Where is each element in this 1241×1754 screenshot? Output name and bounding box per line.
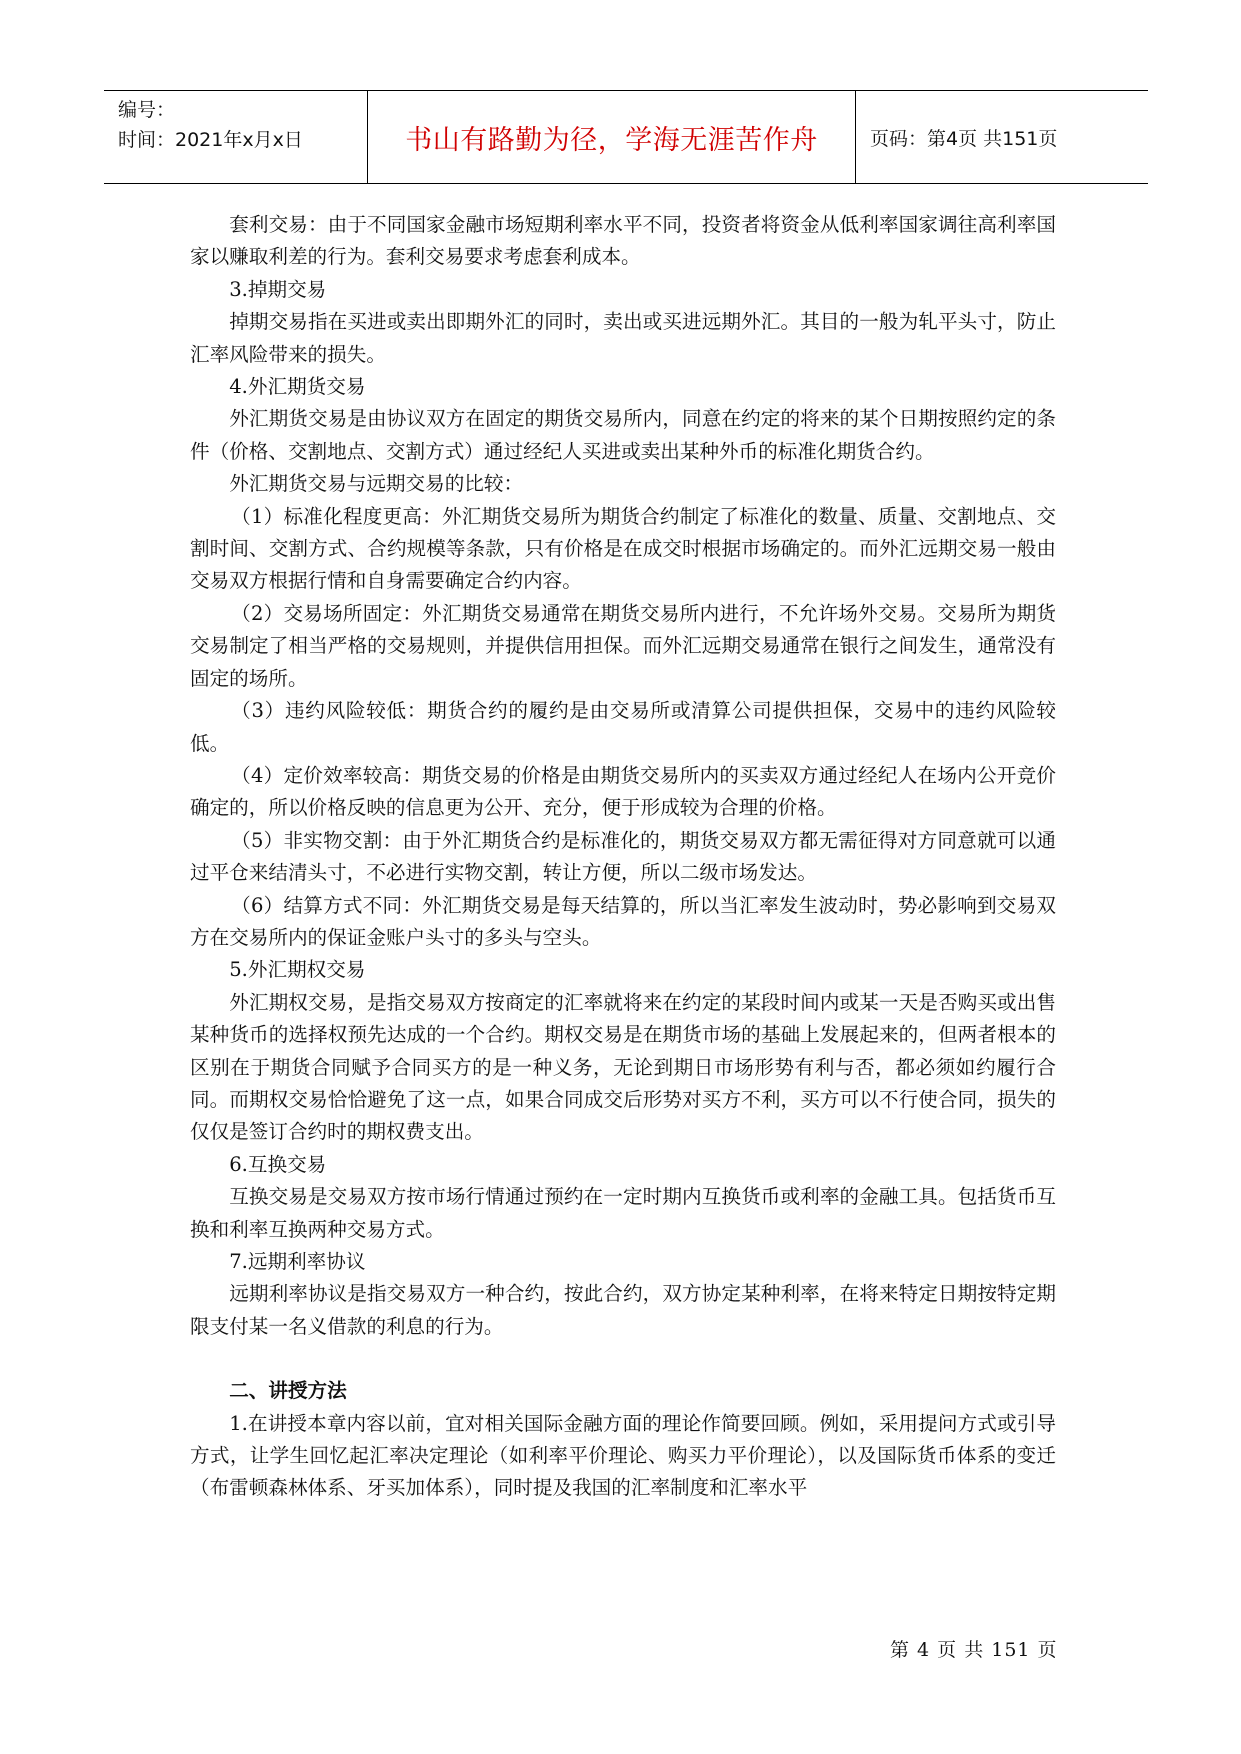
- document-number-label: 编号：: [118, 99, 176, 121]
- paragraph-fra: 远期利率协议是指交易双方一种合约，按此合约，双方协定某种利率，在将来特定日期按特定期限支付某一名义借款的利息的行为。: [190, 1282, 1056, 1338]
- comparison-item-5: （5）非实物交割：由于外汇期货合约是标准化的，期货交易双方都无需征得对方同意就可以通过平仓来结清头寸，不必进行实物交割，转让方便，所以二级市场发达。: [190, 828, 1056, 885]
- header-left-cell: [104, 91, 368, 183]
- header-page-code: 页码：第4页 共151页: [870, 127, 1058, 150]
- paragraph-comparison-intro: 外汇期货交易与远期交易的比较：: [229, 472, 524, 496]
- paragraph-teaching-method-1: 1.在讲授本章内容以前，宜对相关国际金融方面的理论作简要回顾。例如，采用提问方式或引导方式，让学生回忆起汇率决定理论（如利率平价理论、购买力平价理论），以及国际货币体系的变迁（布雷顿森林体系、牙买加体系），同时提及我国的汇率制度和汇率水平: [190, 1411, 1056, 1500]
- heading-fx-futures: 4.外汇期货交易: [229, 375, 366, 399]
- header-motto-cell: [368, 91, 856, 183]
- page-footer: 第 4 页 共 151 页: [890, 1639, 1058, 1661]
- comparison-item-6: （6）结算方式不同：外汇期货交易是每天结算的，所以当汇率发生波动时，势必影响到交易双方在交易所内的保证金账户头寸的多头与空头。: [190, 893, 1056, 949]
- header-motto: 书山有路勤为径，学海无涯苦作舟: [405, 124, 818, 156]
- heading-fx-options: 5.外汇期权交易: [229, 958, 366, 982]
- header-page-cell: [856, 91, 1148, 183]
- document-time-label: 时间：2021年x月x日: [118, 129, 303, 151]
- paragraph-fx-futures: 外汇期货交易是由协议双方在固定的期货交易所内，同意在约定的将来的某个日期按照约定的条件（价格、交割地点、交割方式）通过经纪人买进或卖出某种外币的标准化期货合约。: [190, 407, 1056, 463]
- heading-swaps: 6.互换交易: [229, 1152, 327, 1176]
- paragraph-arbitrage: 套利交易：由于不同国家金融市场短期利率水平不同，投资者将资金从低利率国家调往高利率国家以赚取利差的行为。套利交易要求考虑套利成本。: [190, 213, 1056, 269]
- page-header: [104, 90, 1148, 184]
- heading-swap-trading: 3.掉期交易: [229, 277, 327, 301]
- heading-fra: 7.远期利率协议: [229, 1250, 366, 1273]
- document-body: [190, 209, 1056, 1505]
- comparison-item-3: （3）违约风险较低：期货合约的履约是由交易所或清算公司提供担保，交易中的违约风险较低。: [190, 699, 1056, 755]
- paragraph-fx-options: 外汇期权交易，是指交易双方按商定的汇率就将来在约定的某段时间内或某一天是否购买或出售某种货币的选择权预先达成的一个合约。期权交易是在期货市场的基础上发展起来的，但两者根本的区别在于期货合同赋予合同买方的是一种义务，无论到期日市场形势有利与否，都必须如约履行合同。而期权交易恰恰避免了这一点，如果合同成交后形势对买方不利，买方可以不行使合同，损失的仅仅是签订合约时的期权费支出。: [190, 990, 1056, 1144]
- comparison-item-2: （2）交易场所固定：外汇期货交易通常在期货交易所内进行，不允许场外交易。交易所为期货交易制定了相当严格的交易规则，并提供信用担保。而外汇远期交易通常在银行之间发生，通常没有固定的场所。: [190, 601, 1056, 690]
- comparison-item-1: （1）标准化程度更高：外汇期货交易所为期货合约制定了标准化的数量、质量、交割地点、交割时间、交割方式、合约规模等条款，只有价格是在成交时根据市场确定的。而外汇远期交易一般由交易双方根据行情和自身需要确定合约内容。: [190, 504, 1056, 593]
- paragraph-swaps: 互换交易是交易双方按市场行情通过预约在一定时期内互换货币或利率的金融工具。包括货币互换和利率互换两种交易方式。: [190, 1185, 1056, 1241]
- paragraph-swap-trading: 掉期交易指在买进或卖出即期外汇的同时，卖出或买进远期外汇。其目的一般为轧平头寸，防止汇率风险带来的损失。: [190, 310, 1056, 366]
- comparison-item-4: （4）定价效率较高：期货交易的价格是由期货交易所内的买卖双方通过经纪人在场内公开竞价确定的，所以价格反映的信息更为公开、充分，便于形成较为合理的价格。: [190, 763, 1056, 820]
- section-heading-teaching-methods: 二、讲授方法: [229, 1379, 347, 1403]
